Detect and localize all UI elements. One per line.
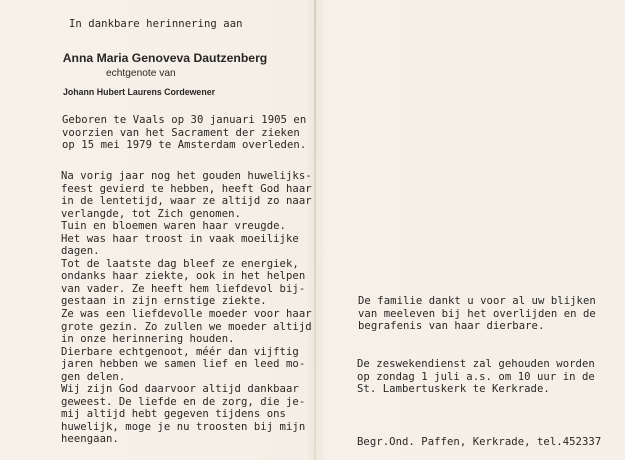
service-line: De zeswekendienst zal gehouden worden — [357, 358, 595, 370]
memorial-line: in onze herinnering houden. — [61, 333, 235, 346]
undertaker-contact: Begr.Ond. Paffen, Kerkrade, tel.452337 — [357, 436, 602, 448]
memorial-line: dagen. — [61, 245, 100, 258]
memorial-line: jaren hebben we samen lief en leed mo- — [61, 358, 306, 371]
memorial-line: gen delen. — [61, 370, 126, 383]
birth-line: voorzien van het Sacrament der zieken — [62, 126, 300, 139]
memorial-line: Tot de laatste dag bleef ze energiek, — [61, 257, 299, 270]
birth-line: op 15 mei 1979 te Amsterdam overleden. — [62, 139, 307, 152]
service-line: St. Lambertuskerk te Kerkrade. — [357, 383, 550, 396]
memorial-line: Tuin en bloemen waren haar vreugde. — [61, 220, 286, 233]
right-page — [318, 0, 625, 460]
thanks-line: begrafenis van haar dierbare. — [358, 320, 545, 333]
family-thanks — [358, 295, 596, 333]
memorial-line: gestaan in zijn ernstige ziekte. — [61, 295, 267, 308]
thanks-line: De familie dankt u voor al uw blijken — [358, 295, 596, 307]
memorial-line: Ze was een liefdevolle moeder voor haar — [61, 308, 312, 321]
birth-line: Geboren te Vaals op 30 januari 1905 en — [62, 114, 307, 126]
memorial-line: Na vorig jaar nog het gouden huwelijks- — [61, 170, 312, 182]
left-page — [0, 0, 312, 460]
memorial-line: grote gezin. Zo zullen we moeder altijd — [61, 320, 312, 333]
deceased-name: Anna Maria Genoveva Dautzenberg — [62, 51, 268, 65]
card-fold — [314, 0, 316, 460]
memorial-line: heengaan. — [61, 433, 119, 446]
spouse-label: echtgenote van — [106, 68, 176, 79]
memorial-line: feest gevierd te hebben, heeft God haar — [61, 182, 312, 195]
memorial-line: van vader. Ze heeft hem liefdevol bij- — [61, 282, 306, 295]
memorial-line: mij altijd hebt gegeven tijdens ons — [61, 408, 286, 421]
memorial-service-details — [357, 358, 595, 396]
service-line: op zondag 1 juli a.s. om 10 uur in de — [357, 370, 595, 383]
thanks-line: van meeleven bij het overlijden en de — [358, 307, 596, 320]
birth-and-death-details — [62, 114, 306, 152]
memorial-intro: In dankbare herinnering aan — [69, 18, 243, 30]
memorial-line: Dierbare echtgenoot, méér dan vijftig — [61, 345, 299, 358]
memorial-line: verlangde, tot Zich genomen. — [61, 207, 241, 220]
memorial-line: in de lentetijd, waar ze altijd zo naar — [61, 195, 312, 208]
memorial-line: geweest. De liefde en de zorg, die je- — [61, 395, 306, 408]
memorial-line: Wij zijn God daarvoor altijd dankbaar — [61, 383, 299, 396]
memorial-line: huwelijk, moge je nu troosten bij mijn — [61, 420, 306, 433]
memorial-line: Het was haar troost in vaak moeilijke — [61, 232, 299, 245]
memorial-text — [61, 170, 312, 446]
memorial-line: ondanks haar ziekte, ook in het helpen — [61, 270, 306, 283]
spouse-name: Johann Hubert Laurens Cordewener — [63, 87, 216, 97]
